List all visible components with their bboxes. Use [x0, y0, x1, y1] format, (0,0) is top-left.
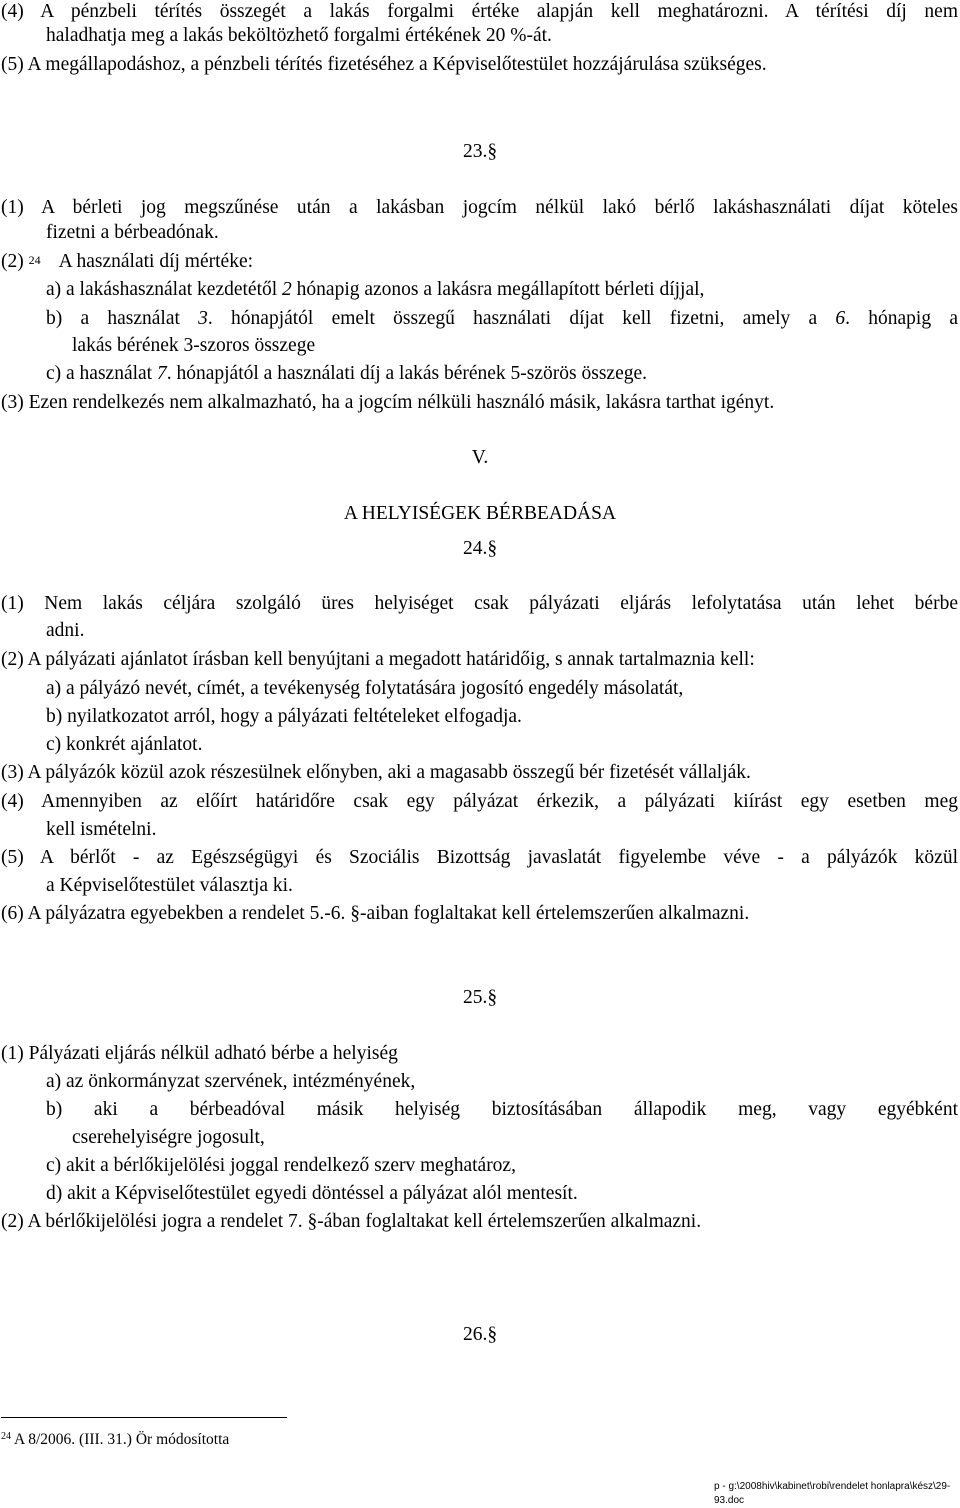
s23-para-1-line-2: fizetni a bérbeadónak.	[46, 222, 219, 243]
footnote-number: 24	[1, 1431, 11, 1442]
chapter-title: A HELYISÉGEK BÉRBEADÁSA	[343, 503, 617, 524]
file-path-footer: p - g:\2008hiv\kabinet\robi\rendelet honlapra\kész\29-93.doc	[714, 1481, 951, 1506]
s25-para-1-c: c) akit a bérlőkijelölési joggal rendelkező szerv meghatároz,	[46, 1155, 516, 1176]
s24-para-2-a: a) a pályázó nevét, címét, a tevékenység folytatására jogosító engedély másolatát,	[46, 678, 684, 699]
s25-para-1-b: b) aki a bérbeadóval másik helyiség biztosításában állapodik meg, vagy egyébként	[46, 1099, 958, 1120]
section-25-heading: 25.§	[462, 987, 498, 1008]
footnote-text: A 8/2006. (III. 31.) Ör módosította	[11, 1431, 230, 1448]
section-23-heading: 23.§	[463, 141, 498, 162]
s24-para-3: (3) A pályázók közül azok részesülnek előnyben, aki a magasabb összegű bér fizetését vállalják.	[1, 762, 751, 783]
s25-para-2: (2) A bérlőkijelölési jogra a rendelet 7. §-ában foglaltakat kell értelemszerűen alkalmazni.	[1, 1211, 702, 1232]
s25-para-1-a: a) az önkormányzat szervének, intézményének,	[46, 1071, 416, 1092]
footnote-ref-24: 24	[28, 253, 41, 267]
footnote	[1, 1430, 229, 1452]
s24-para-5-line-2: a Képviselőtestület választja ki.	[46, 875, 293, 896]
s23-para-2-heading: (2) $^{24}$ A használati díj mértéke:	[1, 251, 254, 272]
s24-para-4-line-2: kell ismételni.	[46, 819, 157, 840]
chapter-number: V.	[471, 447, 489, 468]
s24-para-2-b: b) nyilatkozatot arról, hogy a pályázati feltételeket elfogadja.	[46, 706, 522, 727]
s23-para-2-b-cont: lakás bérének 3-szoros összege	[72, 335, 316, 356]
s24-para-2-c: c) konkrét ajánlatot.	[46, 734, 203, 755]
s23-para-3: (3) Ezen rendelkezés nem alkalmazható, ha a jogcím nélküli használó másik, lakásra tarthat igényt.	[1, 392, 775, 413]
s24-para-1-line-2: adni.	[46, 620, 85, 641]
section-26-heading: 26.§	[462, 1324, 498, 1345]
s24-para-6: (6) A pályázatra egyebekben a rendelet 5.-6. §-aiban foglaltakat kell értelemszerűen alkalmazni.	[1, 903, 750, 924]
s24-para-4-line-1: (4) Amennyiben az előírt határidőre csak egy pályázat érkezik, a pályázati kiírást egy esetben meg	[1, 791, 958, 812]
paragraph-4-line-1: (4) A pénzbeli térítés összegét a lakás forgalmi értéke alapján kell meghatározni. A térítési díj nem	[1, 1, 958, 22]
paragraph-5: (5) A megállapodáshoz, a pénzbeli térítés fizetéséhez a Képviselőtestület hozzájárulása szükséges.	[1, 54, 767, 75]
s25-para-1-b-cont: cserehelyiségre jogosult,	[72, 1127, 265, 1148]
s23-para-2-a: a) a lakáshasználat kezdetétől 2 hónapig azonos a lakásra megállapított bérleti díjjal,	[46, 279, 705, 300]
s24-para-1-line-1: (1) Nem lakás céljára szolgáló üres helyiséget csak pályázati eljárás lefolytatása után lehet bérbe	[1, 593, 958, 614]
s25-para-1: (1) Pályázati eljárás nélkül adható bérbe a helyiség	[1, 1043, 398, 1064]
s25-para-1-d: d) akit a Képviselőtestület egyedi döntéssel a pályázat alól mentesít.	[46, 1183, 578, 1204]
s23-para-1-line-1: (1) A bérleti jog megszűnése után a lakásban jogcím nélkül lakó bérlő lakáshasználati díjat köteles	[1, 197, 958, 218]
s24-para-2: (2) A pályázati ajánlatot írásban kell benyújtani a megadott határidőig, s annak tartalmaznia kell:	[1, 649, 755, 670]
s23-para-2-b: b) a használat 3. hónapjától emelt összegű használati díjat kell fizetni, amely a 6. hónapig a	[46, 308, 958, 329]
s23-para-2-c: c) a használat 7. hónapjától a használati díj a lakás bérének 5-szörös összege.	[46, 363, 648, 384]
footnote-separator	[1, 1417, 287, 1418]
s24-para-5-line-1: (5) A bérlőt - az Egészségügyi és Szociális Bizottság javaslatát figyelembe véve - a pályázók közül	[1, 847, 958, 868]
section-24-heading: 24.§	[462, 538, 498, 559]
paragraph-4-line-2: haladhatja meg a lakás beköltözhető forgalmi értékének 20 %-át.	[46, 25, 552, 46]
